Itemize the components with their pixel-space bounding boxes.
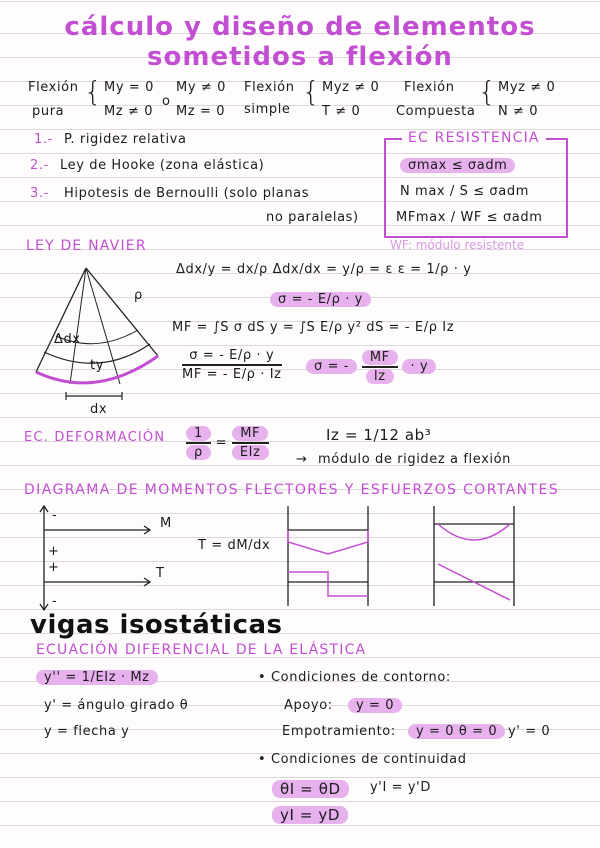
hypothesis-text: Ley de Hooke (zona elástica) [60,158,265,173]
frac-numerator: 1 [186,426,211,441]
elastica-eq1: y'' = 1/EIz · Mz [36,670,158,685]
frac-denominator: MF = - E/ρ · Iz [182,366,282,382]
pura-cond3: My ≠ 0 [176,80,226,95]
frac-numerator: MF [232,426,268,441]
brace-icon: { [302,75,320,108]
apoyo-value: y = 0 [348,698,402,713]
navier-result [306,350,436,384]
empotramiento-extra: y' = 0 [508,724,551,739]
minus-sign: - [52,508,58,523]
pura-cond2: Mz ≠ 0 [104,104,154,119]
deformacion-eq [186,426,269,460]
vigas-title: vigas isostáticas [30,610,283,640]
simple-cond1: Myz ≠ 0 [322,80,380,95]
page-title: cálculo y diseño de elementos [64,12,536,42]
shear-label: T [156,566,165,581]
diagrama-title: DIAGRAMA DE MOMENTOS FLECTORES Y ESFUERZOS CORTANTES [24,482,560,498]
navier-eq2: σ = - E/ρ · y [270,292,371,307]
flexion-simple-label2: simple [244,102,291,117]
resistencia-formula-3: MFmax / WF ≤ σadm [396,210,543,225]
beam-section-figure [26,260,166,420]
hypothesis-num: 3.- [30,186,49,201]
elastica-title: ECUACIÓN DIFERENCIAL DE LA ELÁSTICA [36,642,367,658]
frac-denominator: ρ [186,445,211,460]
brace-icon: { [478,75,496,108]
hypothesis-num: 1.- [34,132,53,147]
compuesta-cond1: Myz ≠ 0 [498,80,556,95]
continuidad-title: • Condiciones de continuidad [258,752,467,767]
ec-resistencia-title: EC RESISTENCIA [402,130,546,146]
resistencia-formula-2: N max / S ≤ σadm [400,184,529,199]
flexion-pura-label2: pura [32,104,65,119]
brace-icon: { [84,75,102,108]
empotramiento-value: y = 0 θ = 0 [408,724,505,739]
hypothesis-num: 2.- [30,158,49,173]
frac-denominator: Iz [366,369,394,384]
diagram-figures [24,500,584,620]
frac-numerator: MF [362,350,398,365]
flexion-compuesta-label1: Flexión [404,80,455,95]
navier-eq1: Δdx/y = dx/ρ Δdx/dx = y/ρ = ε ε = 1/ρ · y [176,262,472,277]
continuidad-eq2: yI = yD [272,806,348,824]
shear-moment-relation: T = dM/dx [198,538,271,553]
result-rhs: · y [402,359,436,374]
deformacion-title: EC. DEFORMACIÓN [24,430,166,445]
dx-label: dx [90,402,108,417]
elastica-eq3: y = flecha y [44,724,130,739]
frac-denominator: EIz [232,445,269,460]
equals-sign: = [215,435,228,451]
plus-sign: + [48,544,60,559]
navier-title: LEY DE NAVIER [26,238,147,254]
fraction-bar [186,442,211,444]
rigidez-desc: módulo de rigidez a flexión [318,452,511,467]
empotramiento-label: Empotramiento: [282,724,396,739]
navier-eq3: MF = ∫S σ dS y = ∫S E/ρ y² dS = - E/ρ Iz [172,320,455,335]
inertia-formula: Iz = 1/12 ab³ [326,426,432,444]
navier-frac1 [182,348,282,382]
fraction-bar [362,366,398,368]
hypothesis-text: P. rigidez relativa [64,132,187,147]
elastica-eq2: y' = ángulo girado θ [44,698,189,713]
pura-cond4: Mz = 0 [176,104,226,119]
y-label: ty [90,358,104,373]
contorno-title: • Condiciones de contorno: [258,670,451,685]
fraction-bar [182,364,282,366]
continuidad-eq1: θI = θD [272,780,349,798]
frac-numerator: σ = - E/ρ · y [189,348,275,363]
hypothesis-text: no paralelas) [266,210,359,225]
fraction [186,426,211,460]
moment-label: M [160,516,172,531]
fraction [232,426,269,460]
fraction-bar [232,442,269,444]
delta-dx-label: Δdx [54,332,81,347]
flexion-pura-label1: Flexión [28,80,79,95]
compuesta-cond2: N ≠ 0 [498,104,539,119]
rho-label: ρ [134,288,143,303]
modulo-resistente-note: WF: módulo resistente [390,238,525,252]
plus-sign: + [48,560,60,575]
pura-cond1: My = 0 [104,80,154,95]
fraction [362,350,398,384]
minus-sign: - [52,594,58,609]
fraction [182,348,282,382]
pura-sep: o [162,94,171,109]
apoyo-label: Apoyo: [284,698,333,713]
continuidad-eq1b: y'I = y'D [370,780,431,795]
hypothesis-text: Hipotesis de Bernoulli (solo planas [64,186,310,201]
page-subtitle: sometidos a flexión [147,42,453,72]
flexion-compuesta-label2: Compuesta [396,104,476,119]
simple-cond2: T ≠ 0 [322,104,361,119]
resistencia-formula-1: σmax ≤ σadm [400,158,515,173]
flexion-simple-label1: Flexión [244,80,295,95]
result-lhs: σ = - [306,359,357,374]
arrow-right-icon: → [296,452,308,467]
